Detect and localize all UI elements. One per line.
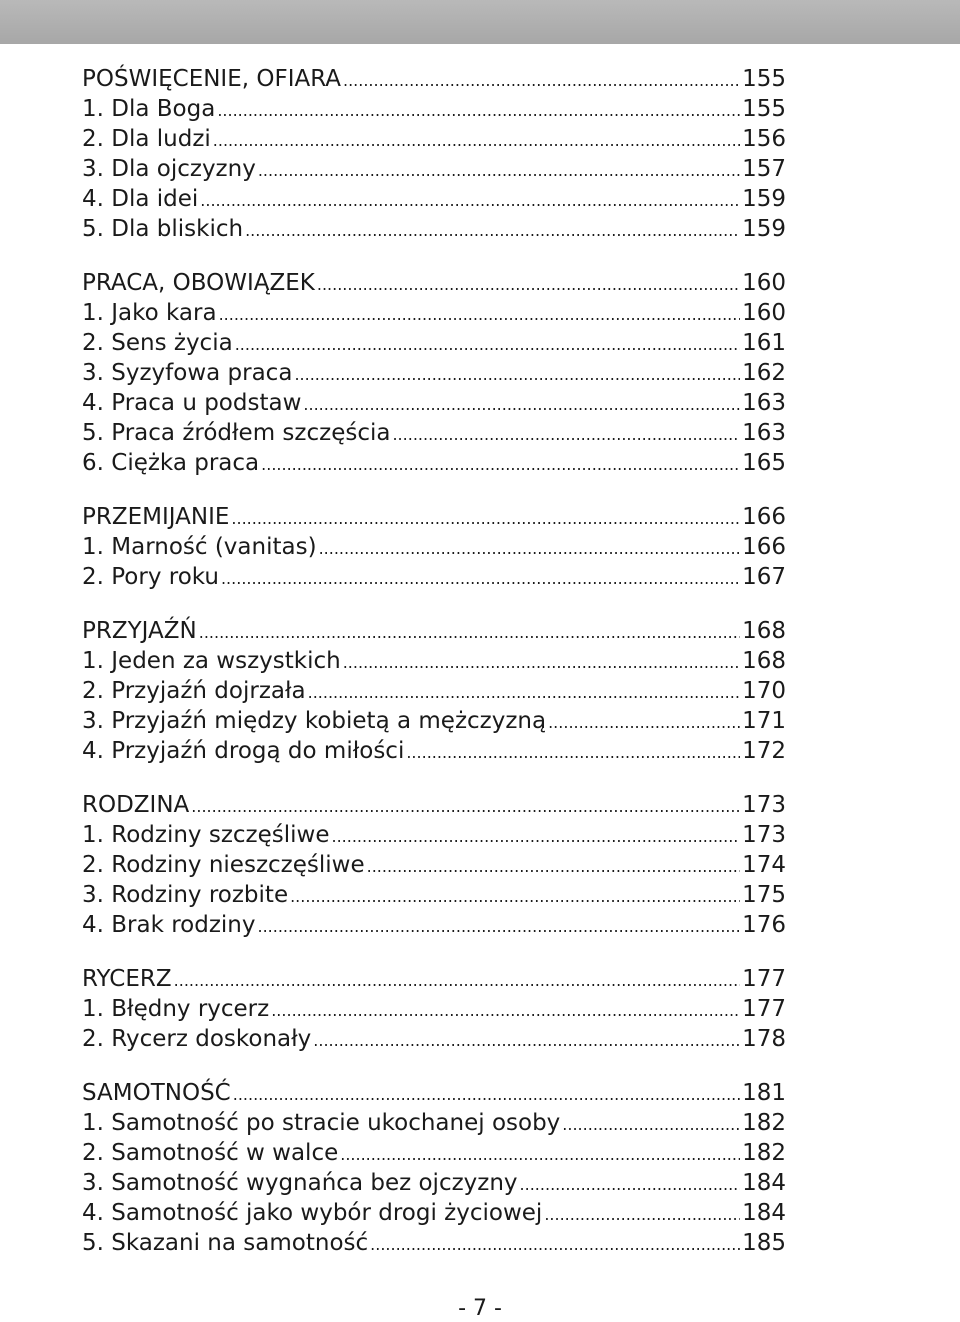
toc-entry-page: 167 xyxy=(742,564,786,590)
toc-entry-page: 176 xyxy=(742,912,786,938)
toc-entry xyxy=(82,646,786,676)
toc-section-header xyxy=(82,502,786,532)
dot-leader xyxy=(245,214,740,246)
toc-section-header xyxy=(82,1078,786,1108)
toc-entry-label: 1. Rodziny szczęśliwe xyxy=(82,822,330,848)
dot-leader xyxy=(340,1138,740,1170)
dot-leader xyxy=(313,1024,740,1056)
toc-entry-page: 174 xyxy=(742,852,786,878)
dot-leader xyxy=(174,964,740,996)
toc-entry-label: 4. Przyjaźń drogą do miłości xyxy=(82,738,405,764)
toc-entry-page: 166 xyxy=(742,534,786,560)
toc-entry-page: 173 xyxy=(742,792,786,818)
toc-entry-page: 159 xyxy=(742,216,786,242)
toc-entry-page: 181 xyxy=(742,1080,786,1106)
dot-leader xyxy=(343,646,740,678)
toc-entry xyxy=(82,328,786,358)
dot-leader xyxy=(191,790,740,822)
toc-entry-label: 1. Jeden za wszystkich xyxy=(82,648,341,674)
toc-entry xyxy=(82,184,786,214)
toc-entry-page: 182 xyxy=(742,1140,786,1166)
dot-leader xyxy=(544,1198,740,1230)
toc-entry xyxy=(82,880,786,910)
dot-leader xyxy=(294,358,740,390)
toc-section xyxy=(82,502,786,592)
toc-entry-page: 157 xyxy=(742,156,786,182)
toc-entry-label: PRZYJAŹŃ xyxy=(82,618,197,644)
toc-entry-page: 178 xyxy=(742,1026,786,1052)
toc-entry-page: 155 xyxy=(742,96,786,122)
toc-entry xyxy=(82,124,786,154)
dot-leader xyxy=(271,994,740,1026)
dot-leader xyxy=(233,1078,740,1110)
dot-leader xyxy=(332,820,741,852)
toc-section-header xyxy=(82,64,786,94)
toc-entry-page: 184 xyxy=(742,1170,786,1196)
toc-entry-page: 182 xyxy=(742,1110,786,1136)
toc-entry-label: 5. Praca źródłem szczęścia xyxy=(82,420,391,446)
dot-leader xyxy=(520,1168,741,1200)
toc-entry-label: 1. Marność (vanitas) xyxy=(82,534,317,560)
toc-entry xyxy=(82,1024,786,1054)
toc-entry-page: 177 xyxy=(742,966,786,992)
toc-entry-page: 155 xyxy=(742,66,786,92)
toc-section xyxy=(82,64,786,244)
toc-entry xyxy=(82,94,786,124)
toc-entry-page: 162 xyxy=(742,360,786,386)
toc-entry xyxy=(82,154,786,184)
toc-section-header xyxy=(82,790,786,820)
toc-entry-label: PRACA, OBOWIĄZEK xyxy=(82,270,315,296)
toc-entry-page: 161 xyxy=(742,330,786,356)
dot-leader xyxy=(303,388,740,420)
dot-leader xyxy=(319,532,741,564)
table-of-contents xyxy=(82,64,786,1282)
toc-entry xyxy=(82,358,786,388)
toc-entry-label: 2. Samotność w walce xyxy=(82,1140,339,1166)
toc-entry-label: 2. Przyjaźń dojrzała xyxy=(82,678,306,704)
dot-leader xyxy=(200,184,740,216)
toc-entry-page: 160 xyxy=(742,300,786,326)
dot-leader xyxy=(406,736,740,768)
toc-entry-label: 4. Samotność jako wybór drogi życiowej xyxy=(82,1200,543,1226)
toc-entry xyxy=(82,676,786,706)
toc-entry-page: 163 xyxy=(742,420,786,446)
toc-entry-label: 2. Rycerz doskonały xyxy=(82,1026,312,1052)
toc-section xyxy=(82,616,786,766)
toc-entry xyxy=(82,850,786,880)
toc-entry xyxy=(82,1108,786,1138)
toc-entry-page: 175 xyxy=(742,882,786,908)
toc-section xyxy=(82,790,786,940)
toc-entry-label: 3. Rodziny rozbite xyxy=(82,882,289,908)
toc-entry-label: SAMOTNOŚĆ xyxy=(82,1080,231,1106)
dot-leader xyxy=(370,1228,740,1260)
toc-entry-page: 184 xyxy=(742,1200,786,1226)
dot-leader xyxy=(562,1108,740,1140)
toc-entry-label: 1. Dla Boga xyxy=(82,96,216,122)
toc-entry-page: 160 xyxy=(742,270,786,296)
toc-entry-page: 173 xyxy=(742,822,786,848)
dot-leader xyxy=(548,706,740,738)
dot-leader xyxy=(217,94,740,126)
dot-leader xyxy=(258,154,740,186)
toc-entry xyxy=(82,1168,786,1198)
toc-entry-label: 5. Dla bliskich xyxy=(82,216,244,242)
toc-entry-page: 159 xyxy=(742,186,786,212)
toc-entry-page: 166 xyxy=(742,504,786,530)
toc-entry-page: 185 xyxy=(742,1230,786,1256)
toc-section xyxy=(82,268,786,478)
toc-entry-label: 4. Brak rodziny xyxy=(82,912,256,938)
toc-section xyxy=(82,964,786,1054)
page-number: - 7 - xyxy=(458,1296,502,1321)
dot-leader xyxy=(199,616,740,648)
toc-entry-page: 168 xyxy=(742,648,786,674)
dot-leader xyxy=(213,124,740,156)
dot-leader xyxy=(343,64,740,96)
dot-leader xyxy=(221,562,740,594)
toc-entry xyxy=(82,214,786,244)
dot-leader xyxy=(231,502,740,534)
toc-section-header xyxy=(82,964,786,994)
toc-entry xyxy=(82,706,786,736)
toc-section xyxy=(82,1078,786,1258)
toc-entry xyxy=(82,1198,786,1228)
toc-entry xyxy=(82,562,786,592)
toc-entry-page: 168 xyxy=(742,618,786,644)
toc-entry-page: 172 xyxy=(742,738,786,764)
toc-entry-label: 5. Skazani na samotność xyxy=(82,1230,369,1256)
dot-leader xyxy=(235,328,740,360)
toc-entry-label: 1. Błędny rycerz xyxy=(82,996,270,1022)
dot-leader xyxy=(367,850,740,882)
dot-leader xyxy=(392,418,740,450)
toc-entry-label: 1. Jako kara xyxy=(82,300,217,326)
toc-section-header xyxy=(82,268,786,298)
toc-entry xyxy=(82,736,786,766)
toc-entry xyxy=(82,448,786,478)
toc-entry-label: 3. Dla ojczyzny xyxy=(82,156,256,182)
toc-entry-label: 3. Syzyfowa praca xyxy=(82,360,293,386)
toc-entry-label: POŚWIĘCENIE, OFIARA xyxy=(82,66,341,92)
toc-entry-label: 2. Sens życia xyxy=(82,330,233,356)
toc-entry-label: 6. Ciężka praca xyxy=(82,450,260,476)
toc-entry-label: 2. Rodziny nieszczęśliwe xyxy=(82,852,365,878)
toc-section-header xyxy=(82,616,786,646)
toc-entry xyxy=(82,910,786,940)
dot-leader xyxy=(219,298,741,330)
toc-entry-label: 2. Pory roku xyxy=(82,564,219,590)
toc-entry-label: PRZEMIJANIE xyxy=(82,504,230,530)
toc-entry-label: 2. Dla ludzi xyxy=(82,126,211,152)
toc-entry-page: 177 xyxy=(742,996,786,1022)
toc-entry-label: 4. Dla idei xyxy=(82,186,199,212)
toc-entry xyxy=(82,418,786,448)
toc-entry-page: 163 xyxy=(742,390,786,416)
toc-entry xyxy=(82,1138,786,1168)
toc-entry xyxy=(82,532,786,562)
dot-leader xyxy=(308,676,740,708)
dot-leader xyxy=(290,880,740,912)
dot-leader xyxy=(258,910,741,942)
toc-entry-label: 3. Samotność wygnańca bez ojczyzny xyxy=(82,1170,518,1196)
toc-entry xyxy=(82,994,786,1024)
toc-entry-page: 165 xyxy=(742,450,786,476)
toc-entry xyxy=(82,820,786,850)
toc-entry-label: 4. Praca u podstaw xyxy=(82,390,302,416)
toc-entry-label: RYCERZ xyxy=(82,966,172,992)
toc-entry xyxy=(82,388,786,418)
toc-entry xyxy=(82,1228,786,1258)
dot-leader xyxy=(317,268,740,300)
toc-entry-page: 156 xyxy=(742,126,786,152)
dot-leader xyxy=(261,448,740,480)
toc-entry-page: 171 xyxy=(742,708,786,734)
toc-entry-page: 170 xyxy=(742,678,786,704)
toc-entry xyxy=(82,298,786,328)
toc-entry-label: 1. Samotność po stracie ukochanej osoby xyxy=(82,1110,561,1136)
top-bar xyxy=(0,0,960,44)
toc-entry-label: 3. Przyjaźń między kobietą a mężczyzną xyxy=(82,708,547,734)
toc-entry-label: RODZINA xyxy=(82,792,190,818)
